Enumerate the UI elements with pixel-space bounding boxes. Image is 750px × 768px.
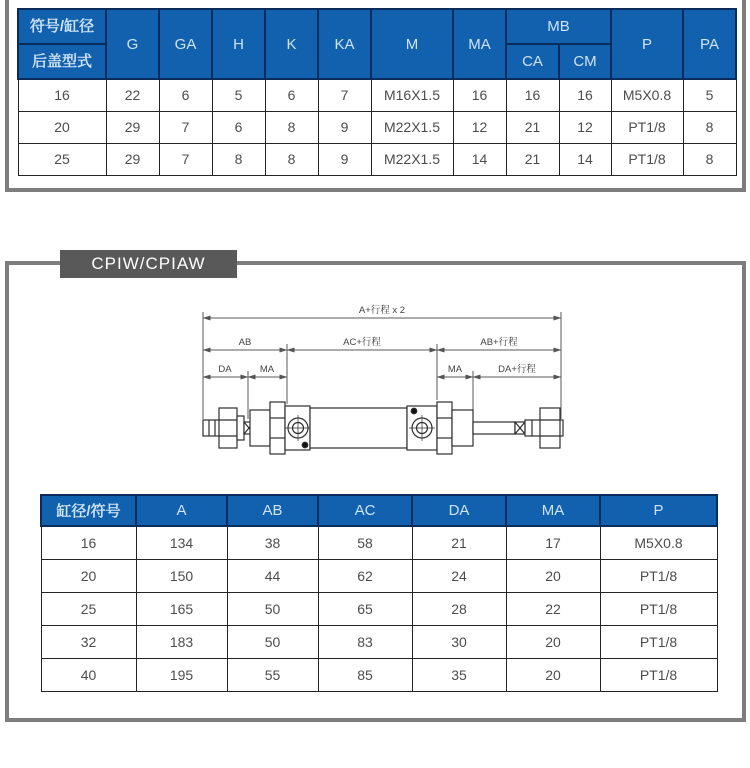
table-cell: 16 [559,79,611,111]
table-cell: 5 [683,79,736,111]
series-label: CPIW/CPIAW [60,250,237,278]
table-cell: M22X1.5 [371,143,453,175]
table-row [41,559,717,592]
table-cell: 22 [506,592,600,625]
table-cell: 85 [318,658,412,691]
table-cell: 65 [318,592,412,625]
bore-dimension-table [40,494,718,692]
col-header-p: P [600,495,717,526]
table-cell: 32 [41,625,136,658]
table-cell: 20 [18,111,106,143]
table-cell: PT1/8 [600,658,717,691]
table-cell: 5 [212,79,265,111]
table-cell: 8 [683,143,736,175]
corner-bottom-label: 后盖型式 [19,43,105,78]
table-cell: 8 [265,111,318,143]
dimension-labels [218,304,536,375]
dim-label-ma-right: MA [447,364,463,375]
dim-label-ab-stroke: AB+行程 [480,337,518,348]
table-cell: 20 [41,559,136,592]
table-row [18,143,736,175]
table-cell: 150 [136,559,227,592]
table-cell: M5X0.8 [600,526,717,559]
table-cell: 12 [453,111,506,143]
table-cell: 58 [318,526,412,559]
table-cell: 25 [18,143,106,175]
table-cell: M5X0.8 [611,79,683,111]
table-cell: 8 [265,143,318,175]
table-cell: 16 [453,79,506,111]
table-cell: 25 [41,592,136,625]
dim-label-da-stroke: DA+行程 [498,364,536,375]
table-cell: 7 [159,143,212,175]
col-header-da: DA [412,495,506,526]
table-cell: PT1/8 [600,592,717,625]
table-cell: 22 [106,79,159,111]
table-cell: 17 [506,526,600,559]
table-cell: 28 [412,592,506,625]
table-cell: 6 [212,111,265,143]
cylinder-dimension-diagram [195,298,575,476]
col-header-bore-symbol: 缸径/符号 [41,495,136,526]
table-cell: PT1/8 [611,111,683,143]
col-header-pa: PA [683,9,736,79]
col-header-cm: CM [559,44,611,79]
col-header-ma: MA [506,495,600,526]
dim-label-ac-stroke: AC+行程 [343,337,381,348]
table-cell: 7 [318,79,371,111]
table-cell: 29 [106,143,159,175]
table-cell: 21 [506,111,559,143]
table-cell: 38 [227,526,318,559]
table-cell: M22X1.5 [371,111,453,143]
corner-top-label: 符号/缸径 [29,18,95,35]
col-header-ma: MA [453,9,506,79]
table-cell: 6 [159,79,212,111]
table-cell: 8 [683,111,736,143]
table-cell: 29 [106,111,159,143]
table-row [41,592,717,625]
dim-label-ma-left: MA [259,364,275,375]
col-header-mb-group: MB [506,9,611,44]
col-header-ac: AC [318,495,412,526]
table-cell: 35 [412,658,506,691]
table-cell: 134 [136,526,227,559]
table-cell: 21 [506,143,559,175]
table-row [41,625,717,658]
table-cell: 9 [318,143,371,175]
table-cell: 20 [506,559,600,592]
table-cell: 50 [227,625,318,658]
table-cell: 20 [506,625,600,658]
table-cell: 14 [453,143,506,175]
table-cell: 21 [412,526,506,559]
table-cell: 9 [318,111,371,143]
table-cell: 62 [318,559,412,592]
table-cell: 24 [412,559,506,592]
table-cell: PT1/8 [600,559,717,592]
table-cell: 40 [41,658,136,691]
table-cell: 44 [227,559,318,592]
table-cell: 165 [136,592,227,625]
corner-header-cell [18,9,106,79]
table-row [18,111,736,143]
table-cell: 16 [41,526,136,559]
table-cell: 195 [136,658,227,691]
dim-label-ab: AB [238,337,252,348]
rear-cover-dimension-table [17,8,737,176]
col-header-ca: CA [506,44,559,79]
table-cell: PT1/8 [611,143,683,175]
col-header-ka: KA [318,9,371,79]
table-row [18,79,736,111]
table-cell: 30 [412,625,506,658]
table-cell: 16 [506,79,559,111]
table-cell: 16 [18,79,106,111]
table-cell: 7 [159,111,212,143]
cylinder-drawing [203,402,563,454]
dim-label-a-total: A+行程 x 2 [358,305,406,316]
col-header-m: M [371,9,453,79]
table-row [41,658,717,691]
col-header-k: K [265,9,318,79]
table-cell: 12 [559,111,611,143]
table-cell: M16X1.5 [371,79,453,111]
col-header-ab: AB [227,495,318,526]
col-header-p: P [611,9,683,79]
col-header-h: H [212,9,265,79]
table-row [41,526,717,559]
table-cell: 83 [318,625,412,658]
table-cell: 55 [227,658,318,691]
col-header-a: A [136,495,227,526]
col-header-g: G [106,9,159,79]
table-cell: 6 [265,79,318,111]
dim-label-da: DA [218,364,232,375]
table-cell: 50 [227,592,318,625]
table-cell: 20 [506,658,600,691]
col-header-ga: GA [159,9,212,79]
table-cell: 14 [559,143,611,175]
table-cell: PT1/8 [600,625,717,658]
table-cell: 8 [212,143,265,175]
table-cell: 183 [136,625,227,658]
